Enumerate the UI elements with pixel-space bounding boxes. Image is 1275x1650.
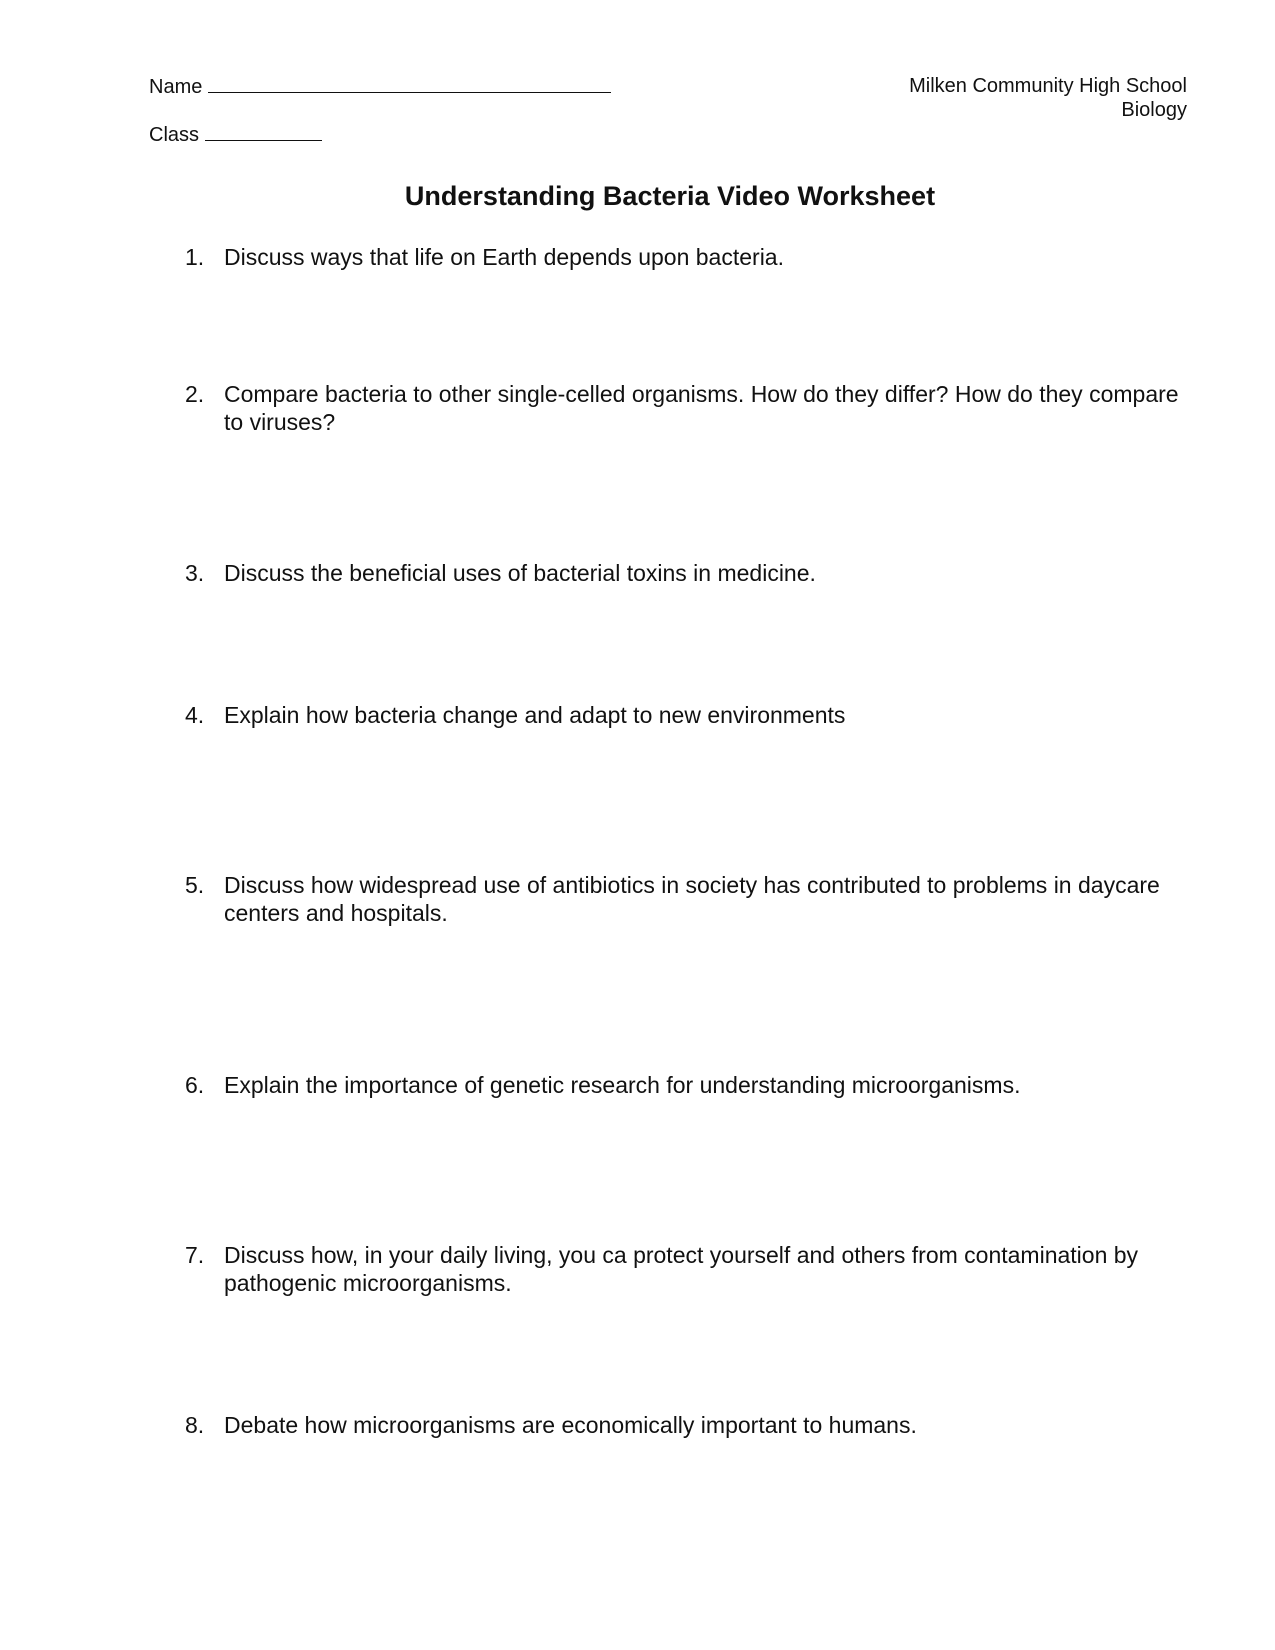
worksheet-title: Understanding Bacteria Video Worksheet [404, 181, 936, 211]
question-number: 6. [185, 1072, 205, 1098]
question-3 [185, 559, 1195, 587]
question-number: 8. [185, 1412, 205, 1438]
class-label: Class [149, 124, 200, 146]
question-5 [185, 871, 1195, 927]
class-field [149, 122, 322, 147]
question-number: 5. [185, 872, 205, 898]
subject-name: Biology [1121, 99, 1187, 121]
question-7 [185, 1241, 1195, 1297]
name-field [149, 74, 611, 99]
question-text: Explain the importance of genetic research for understanding microorganisms. [224, 1072, 1021, 1098]
question-text: Compare bacteria to other single-celled organisms. How do they differ? How do they compare to viruses? [224, 381, 1179, 435]
question-6 [185, 1071, 1195, 1099]
question-text: Discuss how widespread use of antibiotics in society has contributed to problems in daycare centers and hospitals. [224, 872, 1160, 926]
question-8 [185, 1411, 1195, 1439]
question-number: 3. [185, 560, 205, 586]
question-1 [185, 243, 1195, 271]
school-name: Milken Community High School [909, 75, 1187, 97]
question-2 [185, 380, 1195, 436]
name-label: Name [149, 76, 203, 98]
question-number: 7. [185, 1242, 205, 1268]
question-number: 4. [185, 702, 205, 728]
question-text: Explain how bacteria change and adapt to new environments [224, 702, 846, 728]
question-number: 1. [185, 244, 205, 270]
question-text: Discuss the beneficial uses of bacterial toxins in medicine. [224, 560, 816, 586]
question-number: 2. [185, 381, 205, 407]
name-blank-line[interactable] [208, 74, 611, 93]
question-text: Debate how microorganisms are economically important to humans. [224, 1412, 917, 1438]
class-blank-line[interactable] [205, 122, 322, 141]
question-4 [185, 701, 1195, 729]
question-text: Discuss ways that life on Earth depends upon bacteria. [224, 244, 784, 270]
school-info [909, 74, 1187, 122]
question-text: Discuss how, in your daily living, you ca protect yourself and others from contamination by pathogenic microorganisms. [224, 1242, 1139, 1296]
